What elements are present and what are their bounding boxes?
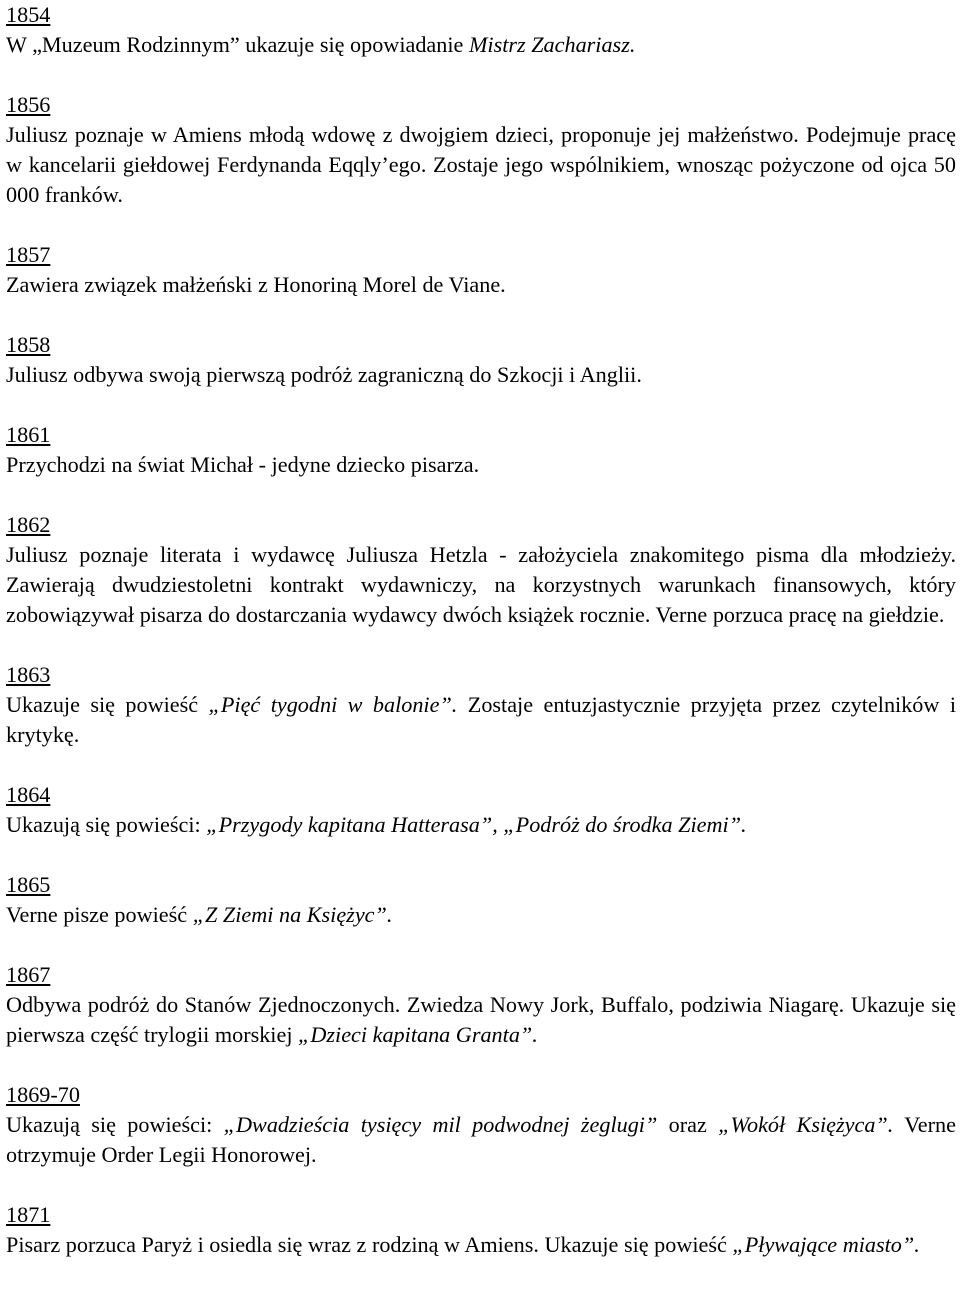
entry-year: 1857 bbox=[6, 242, 51, 267]
timeline-entry bbox=[6, 90, 956, 210]
entry-text bbox=[6, 270, 956, 300]
entry-text bbox=[6, 900, 956, 930]
work-title: „Pływające miasto”. bbox=[732, 1232, 920, 1257]
work-title: . bbox=[629, 32, 636, 57]
entry-text bbox=[6, 120, 956, 210]
entry-year: 1856 bbox=[6, 92, 51, 117]
work-title: „Z Ziemi na Księżyc”. bbox=[192, 902, 393, 927]
entry-text-segment: Verne pisze powieść bbox=[6, 902, 193, 927]
timeline-entry bbox=[6, 330, 956, 390]
entry-text bbox=[6, 1230, 956, 1260]
entry-text-segment: Pisarz porzuca Paryż i osiedla się wraz z rodziną w Amiens. Ukazuje się powieść bbox=[6, 1232, 733, 1257]
entry-text-segment: Ukazuje się powieść bbox=[6, 692, 209, 717]
document-page bbox=[6, 0, 956, 1290]
entry-text-segment: Przychodzi na świat Michał - jedyne dziecko pisarza. bbox=[6, 452, 480, 477]
timeline-entry bbox=[6, 870, 956, 930]
entry-text-segment: Ukazują się powieści: bbox=[6, 1112, 224, 1137]
timeline-entry bbox=[6, 960, 956, 1050]
entry-year: 1861 bbox=[6, 422, 51, 447]
work-title: „Przygody kapitana Hatterasa”, „Podróż do środka Ziemi”. bbox=[206, 812, 747, 837]
entry-text-segment: Juliusz poznaje w Amiens młodą wdowę z dwojgiem dzieci, proponuje jej małżeństwo. Podejmuje pracę w kancelarii giełdowej Ferdynanda Eqqly’ego. Zostaje jego wspólnikiem, wnosząc pożyczone od ojca 50 000 franków. bbox=[6, 122, 956, 207]
entry-text-segment: oraz bbox=[657, 1112, 719, 1137]
entry-text-segment: Juliusz poznaje literata i wydawcę Juliusza Hetzla - założyciela znakomitego pisma dla młodzieży. Zawierają dwudziestoletni kontrakt wydawniczy, na korzystnych warunkach finansowych, który zobowiązywał pisarza do dostarczania wydawcy dwóch książek rocznie. Verne porzuca pracę na giełdzie. bbox=[6, 542, 956, 627]
entry-text-segment: Ukazują się powieści: bbox=[6, 812, 207, 837]
timeline-entry bbox=[6, 1200, 956, 1260]
entry-text bbox=[6, 360, 956, 390]
timeline-entry bbox=[6, 780, 956, 840]
entry-text bbox=[6, 450, 956, 480]
entry-text-segment: Zawiera związek małżeński z Honoriną Morel de Viane. bbox=[6, 272, 506, 297]
chronology-timeline bbox=[6, 0, 956, 1260]
work-title: Mistrz Zachariasz bbox=[468, 32, 630, 57]
work-title: „Pięć tygodni w balonie”. bbox=[208, 692, 458, 717]
entry-text bbox=[6, 30, 956, 60]
entry-year: 1865 bbox=[6, 872, 51, 897]
entry-year: 1864 bbox=[6, 782, 51, 807]
entry-text bbox=[6, 1110, 956, 1170]
entry-year: 1862 bbox=[6, 512, 51, 537]
entry-text-segment: Zostaje entuzjastycznie przyjęta przez czytelników i krytykę. bbox=[6, 692, 956, 747]
entry-year: 1863 bbox=[6, 662, 51, 687]
timeline-entry bbox=[6, 1080, 956, 1170]
entry-text bbox=[6, 540, 956, 630]
work-title: „Wokół Księżyca”. bbox=[718, 1112, 894, 1137]
entry-text bbox=[6, 810, 956, 840]
timeline-entry bbox=[6, 0, 956, 60]
timeline-entry bbox=[6, 420, 956, 480]
work-title: „Dwadzieścia tysięcy mil podwodnej żeglugi” bbox=[223, 1112, 658, 1137]
entry-text-segment: Verne otrzymuje Order Legii Honorowej. bbox=[6, 1112, 956, 1167]
timeline-entry bbox=[6, 660, 956, 750]
entry-year: 1858 bbox=[6, 332, 51, 357]
entry-text bbox=[6, 990, 956, 1050]
entry-year: 1869-70 bbox=[6, 1082, 80, 1107]
entry-text-segment: Juliusz odbywa swoją pierwszą podróż zagraniczną do Szkocji i Anglii. bbox=[6, 362, 642, 387]
work-title: „Dzieci kapitana Granta”. bbox=[298, 1022, 538, 1047]
timeline-entry bbox=[6, 510, 956, 630]
entry-year: 1871 bbox=[6, 1202, 51, 1227]
entry-text-segment: Odbywa podróż do Stanów Zjednoczonych. Zwiedza Nowy Jork, Buffalo, podziwia Niagarę. Ukazuje się pierwsza część trylogii morskiej bbox=[6, 992, 956, 1047]
entry-year: 1867 bbox=[6, 962, 51, 987]
entry-text-segment: W „Muzeum Rodzinnym” ukazuje się opowiadanie bbox=[6, 32, 469, 57]
entry-text bbox=[6, 690, 956, 750]
entry-year: 1854 bbox=[6, 2, 51, 27]
timeline-entry bbox=[6, 240, 956, 300]
